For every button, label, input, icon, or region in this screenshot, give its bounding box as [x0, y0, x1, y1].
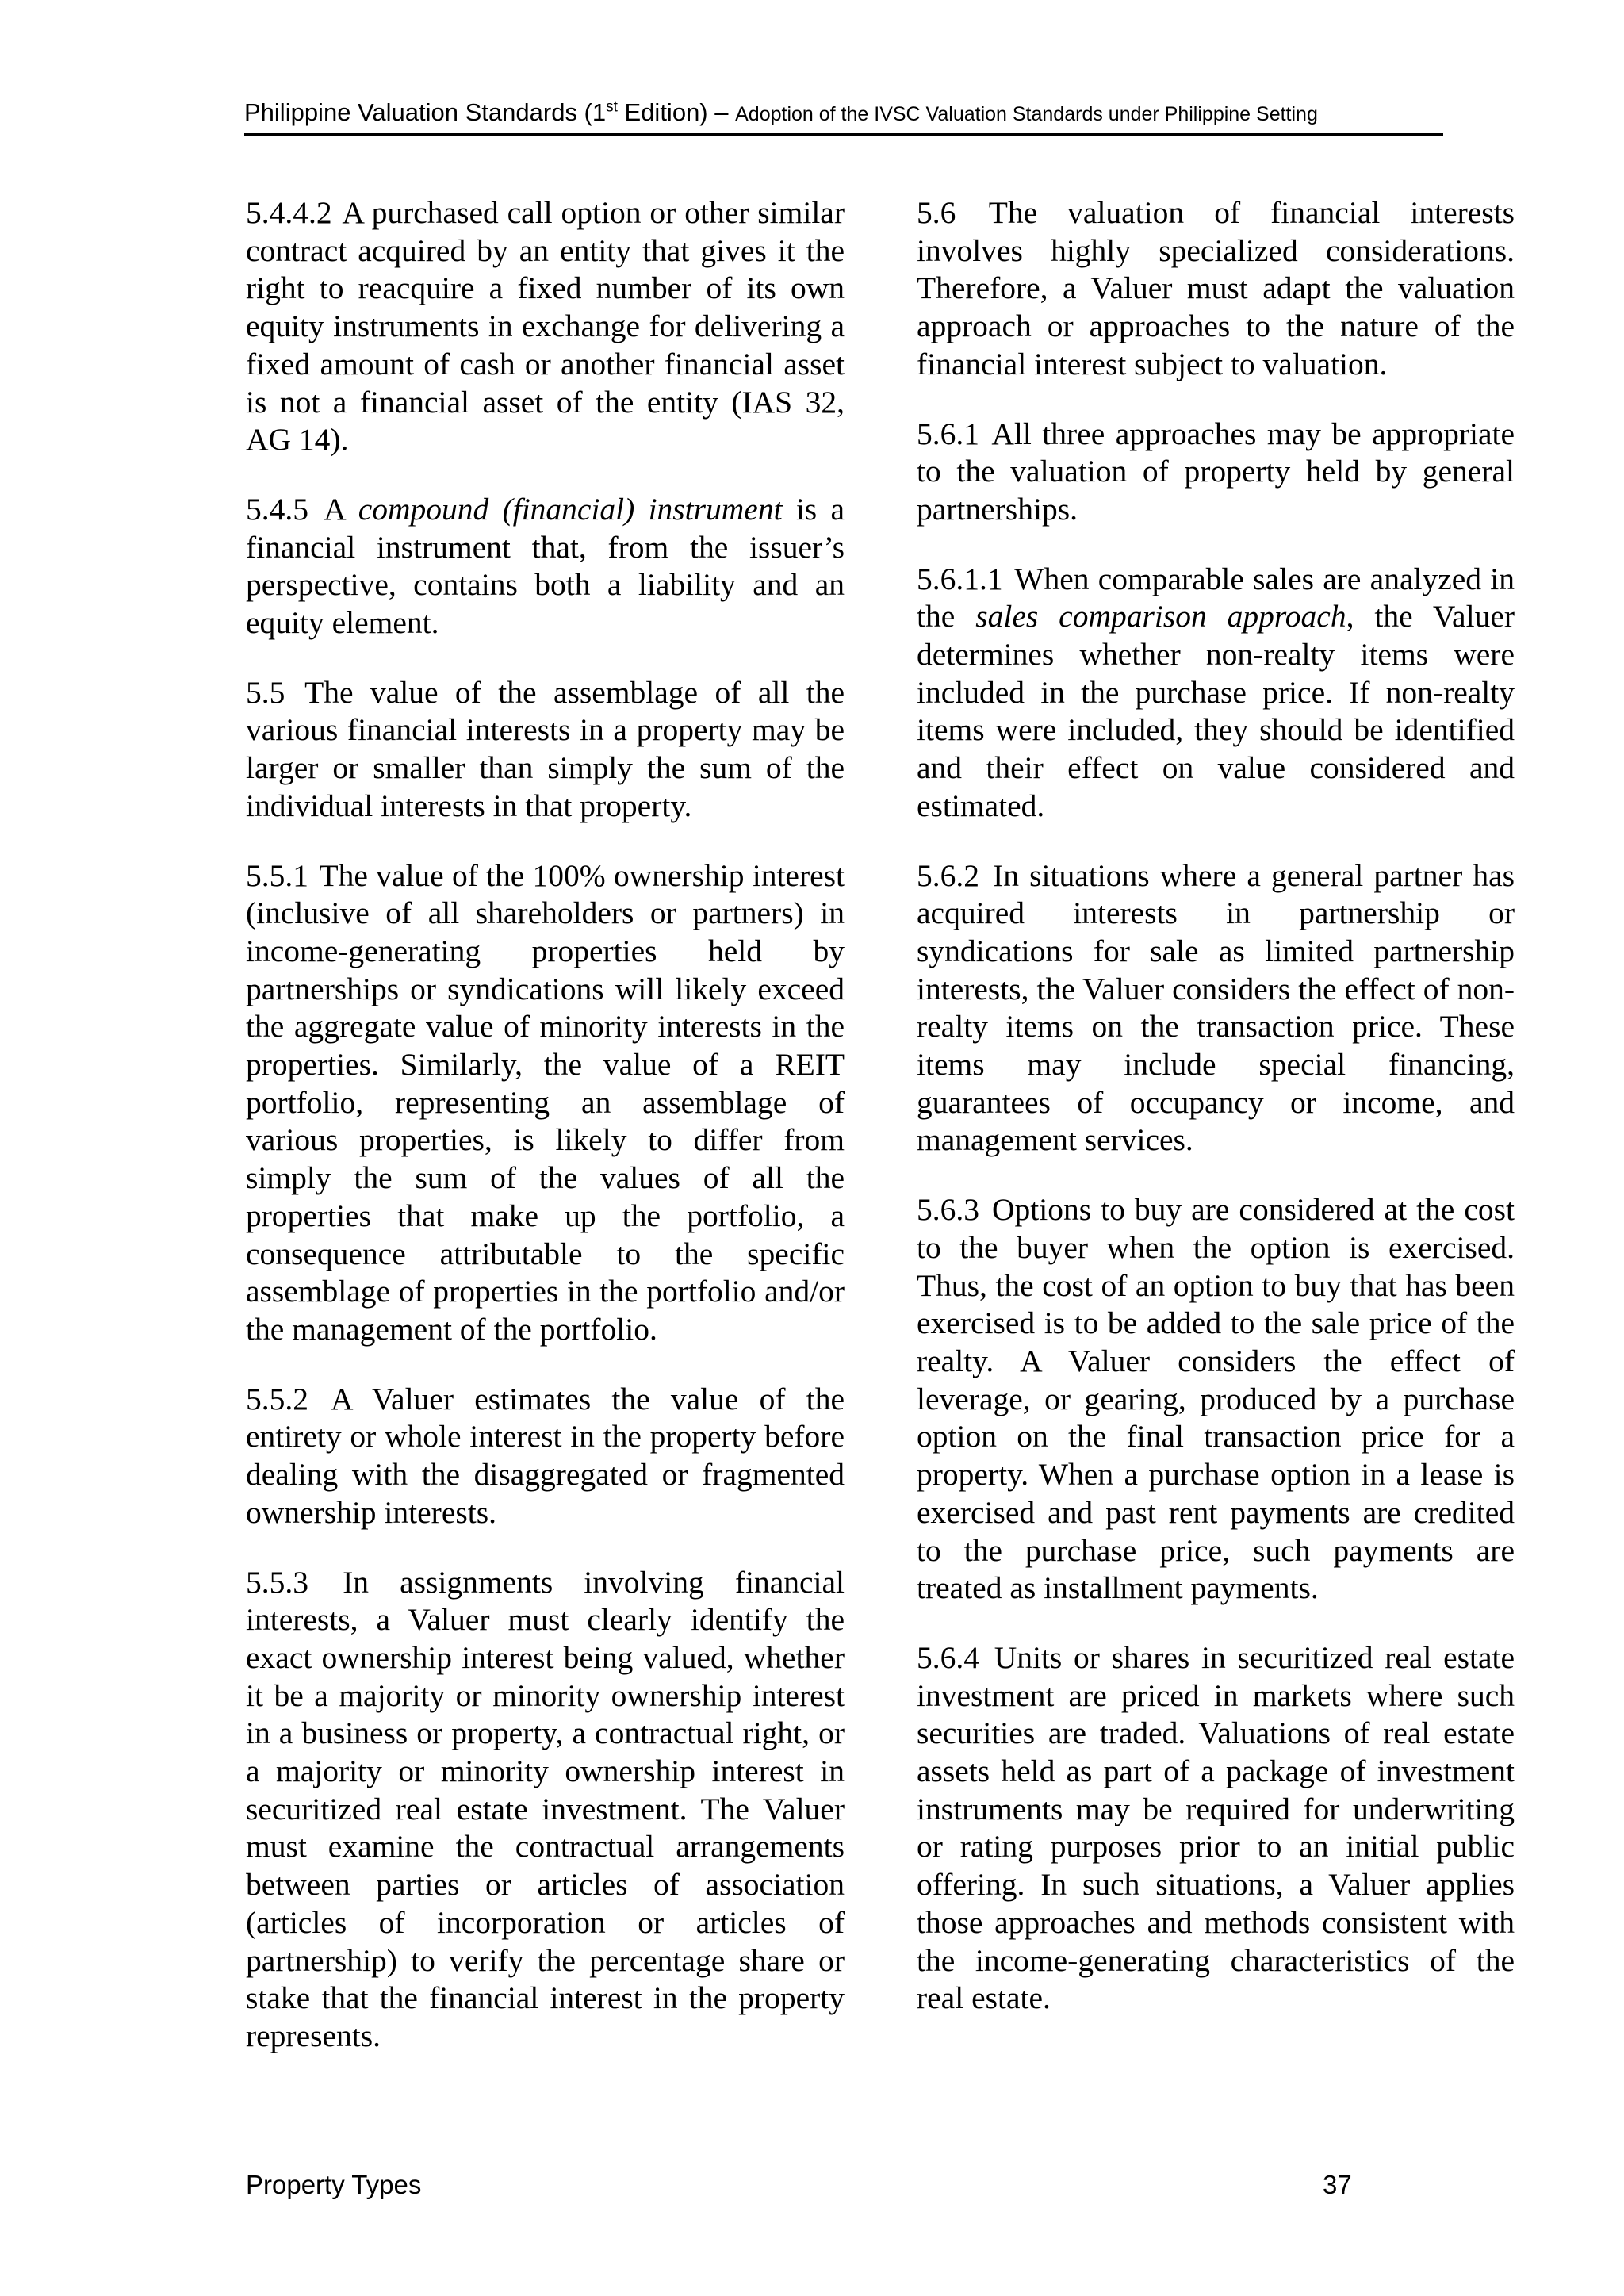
- page-header: [244, 94, 1443, 136]
- right-column: [917, 194, 1515, 2049]
- paragraph-text: The value of the assemblage of all the various financial interests in a property may be larger or smaller than simply the sum of the individual interests in that property.: [246, 674, 845, 823]
- paragraph-5-5: [246, 674, 845, 826]
- paragraph-number: 5.4.5: [246, 491, 308, 527]
- footer-page-number: 37: [1323, 2170, 1352, 2199]
- header-title: Philippine Valuation Standards (1st Edition) –: [244, 98, 736, 126]
- left-column: [246, 194, 845, 2087]
- paragraph-number: 5.5.2: [246, 1381, 308, 1416]
- paragraph-5-5-2: [246, 1381, 845, 1532]
- footer-section-title: Property Types: [246, 2170, 422, 2199]
- paragraph-5-6: [917, 194, 1515, 384]
- paragraph-5-6-3: [917, 1191, 1515, 1608]
- paragraph-text: Options to buy are considered at the cost to the buyer when the option is exercised. Thus, the cost of an option to buy that has been exercised is to be added to the sale price of the realty. A Valuer considers the effect of leverage, or gearing, produced by a purchase option on the final transaction price for a property. When a purchase option in a lease is exercised and past rent payments are credited to the purchase price, such payments are treated as installment payments.: [917, 1192, 1515, 1606]
- paragraph-text: The value of the 100% ownership interest (inclusive of all shareholders or partners) in income-generating properties held by partnerships or syndications will likely exceed the aggregate value of minority interests in the properties. Similarly, the value of a REIT portfolio, representing an assemblage of various properties, is likely to differ from simply the sum of the values of all the properties that make up the portfolio, a consequence attributable to the specific assemblage of properties in the portfolio and/or the management of the portfolio.: [246, 857, 845, 1347]
- paragraph-number: 5.4.4.2: [246, 195, 332, 230]
- paragraph-number: 5.6.4: [917, 1639, 979, 1675]
- paragraph-text: A Valuer estimates the value of the entirety or whole interest in the property before dealing with the disaggregated or fragmented ownership interests.: [246, 1381, 845, 1530]
- paragraph-text: All three approaches may be appropriate to the valuation of property held by general partnerships.: [917, 416, 1515, 527]
- emphasized-term: sales comparison approach: [975, 599, 1346, 634]
- paragraph-text: The valuation of financial interests involves highly specialized considerations. Therefore, a Valuer must adapt the valuation approach or approaches to the nature of the financial interest subject to valuation.: [917, 195, 1515, 381]
- paragraph-text: In situations where a general partner has acquired interests in partnership or syndications for sale as limited partnership interests, the Valuer considers the effect of non-realty items on the transaction price. These items may include special financing, guarantees of occupancy or income, and management services.: [917, 857, 1515, 1158]
- paragraph-number: 5.6.3: [917, 1192, 979, 1228]
- paragraph-text: Units or shares in securitized real estate investment are priced in markets where such securities are traded. Valuations of real estate assets held as part of a package of investment instruments may be required for underwriting or rating purposes prior to an initial public offering. In such situations, a Valuer applies those approaches and methods consistent with the income-generating characteristics of the real estate.: [917, 1639, 1515, 2016]
- paragraph-5-5-3: [246, 1564, 845, 2056]
- header-subtitle: Adoption of the IVSC Valuation Standards under Philippine Setting: [735, 103, 1318, 125]
- paragraph-5-4-4-2: [246, 194, 845, 459]
- paragraph-number: 5.5.3: [246, 1564, 308, 1600]
- paragraph-number: 5.6.1: [917, 416, 979, 451]
- paragraph-5-5-1: [246, 857, 845, 1349]
- emphasized-term: compound (financial) instrument: [358, 491, 783, 527]
- paragraph-number: 5.6.2: [917, 857, 979, 893]
- paragraph-5-6-2: [917, 857, 1515, 1160]
- paragraph-5-4-5: 5.4.5 A compound (financial) instrument is a financial instrument that, from the issuer’s perspective, contains both a liability and an equity element.: [246, 491, 845, 641]
- paragraph-5-6-1: [917, 416, 1515, 529]
- header-title-superscript: st: [606, 98, 618, 116]
- paragraph-number: 5.6.1.1: [917, 561, 1003, 596]
- paragraph-5-6-4: [917, 1639, 1515, 2018]
- paragraph-text: A purchased call option or other similar contract acquired by an entity that gives it the right to reacquire a fixed number of its own equity instruments in exchange for delivering a fixed amount of cash or another financial asset is not a financial asset of the entity (IAS 32, AG 14).: [246, 195, 845, 458]
- paragraph-number: 5.5: [246, 674, 285, 710]
- paragraph-number: 5.5.1: [246, 857, 308, 893]
- paragraph-number: 5.6: [917, 195, 956, 230]
- paragraph-text: In assignments involving financial interests, a Valuer must clearly identify the exact ownership interest being valued, whether it be a majority or minority ownership interest in a business or property, a contractual right, or a majority or minority ownership interest in securitized real estate investment. The Valuer must examine the contractual arrangements between parties or articles of association (articles of incorporation or articles of partnership) to verify the percentage share or stake that the financial interest in the property represents.: [246, 1564, 845, 2053]
- paragraph-5-6-1-1: 5.6.1.1 When comparable sales are analyzed in the sales comparison approach, the Valuer determines whether non-realty items were included in the purchase price. If non-realty items were included, they should be identified and their effect on value considered and estimated.: [917, 561, 1515, 823]
